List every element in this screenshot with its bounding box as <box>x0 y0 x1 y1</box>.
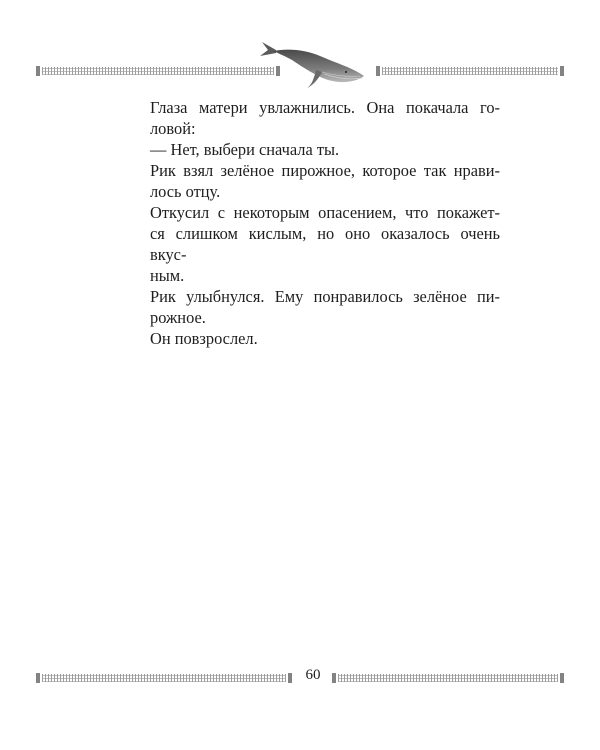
text-line: Рик взял зелёное пирожное, которое так нрави- <box>150 161 500 180</box>
footer-border-left <box>42 674 286 682</box>
paragraph-3 <box>150 160 500 202</box>
text-line: Глаза матери увлажнились. Она покачала го- <box>150 98 500 117</box>
text-line: — Нет, выбери сначала ты. <box>150 140 340 159</box>
footer-border-right <box>338 674 558 682</box>
header-border-left <box>42 67 274 75</box>
body-text <box>150 97 500 349</box>
text-line: Откусил с некоторым опасением, что покажет- <box>150 203 500 222</box>
page-number: 60 <box>305 667 321 683</box>
text-line: ловой: <box>150 119 196 138</box>
text-line: лось отцу. <box>150 182 221 201</box>
text-line: Он повзрослел. <box>150 329 258 348</box>
text-line: Рик улыбнулся. Ему понравилось зелёное пи- <box>150 287 500 306</box>
paragraph-4 <box>150 202 500 286</box>
page-header <box>0 0 600 100</box>
paragraph-2 <box>150 139 500 160</box>
text-line: ся слишком кислым, но оно оказалось очень вкус- <box>150 224 500 264</box>
header-border-right <box>382 67 558 75</box>
paragraph-5 <box>150 286 500 328</box>
paragraph-1 <box>150 97 500 139</box>
text-line: ным. <box>150 266 185 285</box>
text-line: рожное. <box>150 308 206 327</box>
paragraph-6 <box>150 328 500 349</box>
whale-icon <box>258 38 368 88</box>
